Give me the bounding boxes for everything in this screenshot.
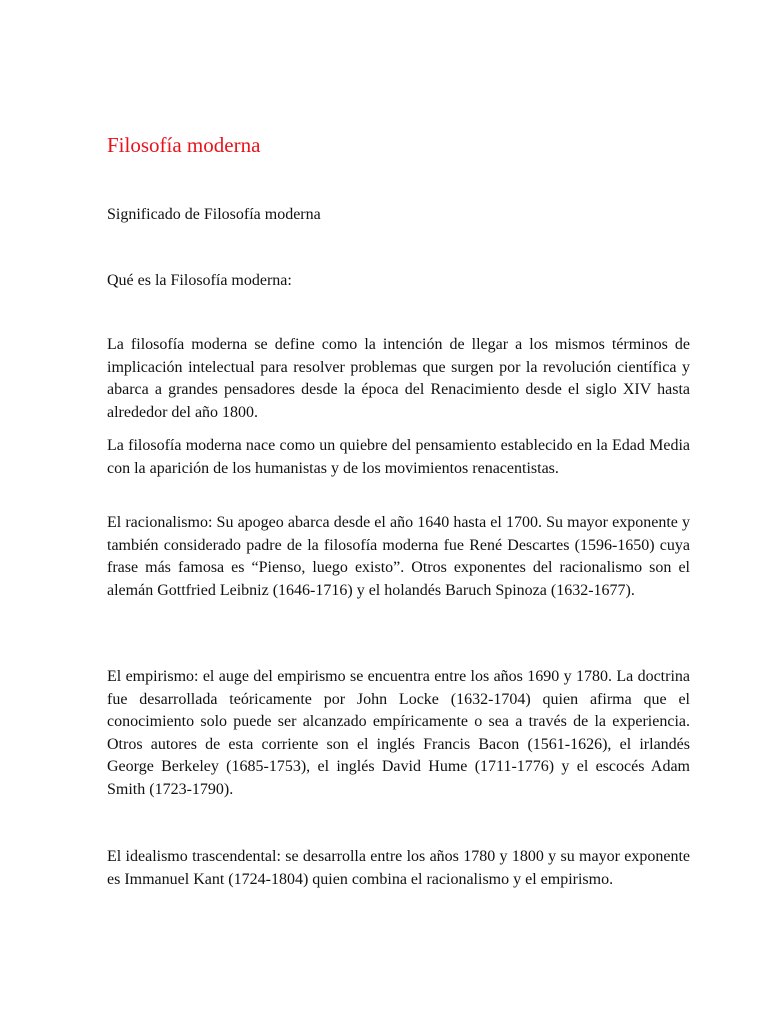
subtitle: Significado de Filosofía moderna: [107, 206, 321, 223]
paragraph-definition: La filosofía moderna se define como la intención de llegar a los mismos términos de implicación intelectual para resolver problemas que surgen por la revolución científica y abarca a grandes pensadores desde la época del Renacimiento desde el siglo XIV hasta alrededor del año 1800.: [107, 336, 690, 421]
paragraph-idealism: El idealismo trascendental: se desarrolla entre los años 1780 y 1800 y su mayor exponente es Immanuel Kant (1724-1804) quien combina el racionalismo y el empirismo.: [107, 848, 690, 888]
paragraph-rationalism: El racionalismo: Su apogeo abarca desde el año 1640 hasta el 1700. Su mayor exponente y también considerado padre de la filosofía moderna fue René Descartes (1596-1650) cuya frase más famosa es “Pienso, luego existo”. Otros exponentes del racionalismo son el alemán Gottfried Leibniz (1646-1716) y el holandés Baruch Spinoza (1632-1677).: [107, 514, 690, 599]
paragraph-origin: La filosofía moderna nace como un quiebre del pensamiento establecido en la Edad Media con la aparición de los humanistas y de los movimientos renacentistas.: [107, 437, 690, 477]
page-title: Filosofía moderna: [107, 133, 261, 157]
paragraph-empiricism: El empirismo: el auge del empirismo se encuentra entre los años 1690 y 1780. La doctrina fue desarrollada teóricamente por John Locke (1632-1704) quien afirma que el conocimiento solo puede ser alcanzado empíricamente o sea a través de la experiencia. Otros autores de esta corriente son el inglés Francis Bacon (1561-1626), el irlandés George Berkeley (1685-1753), el inglés David Hume (1711-1776) y el escocés Adam Smith (1723-1790).: [107, 668, 690, 798]
section-heading: Qué es la Filosofía moderna:: [107, 272, 292, 289]
